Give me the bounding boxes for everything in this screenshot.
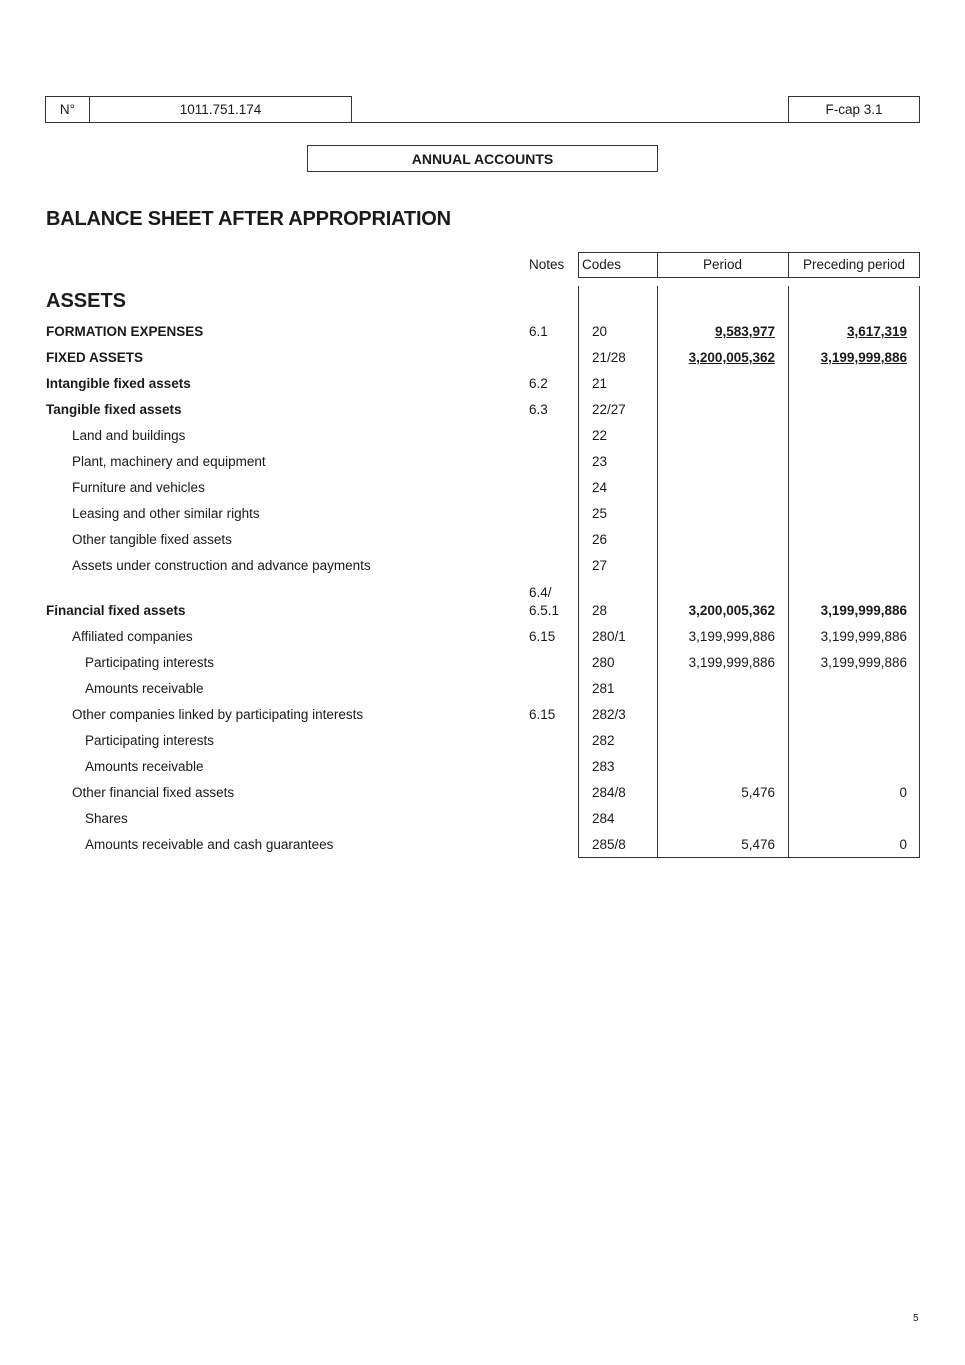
row-code: 21 [592,376,608,391]
row-preceding-value: 0 [899,837,907,852]
table-row [0,319,965,345]
row-code: 23 [592,454,608,469]
row-label: FORMATION EXPENSES [46,324,204,339]
row-label: Affiliated companies [72,629,193,644]
company-number-box [89,96,352,123]
table-row [0,780,965,806]
table-row [0,702,965,728]
row-period-value: 3,199,999,886 [688,629,775,644]
row-label: Participating interests [85,655,215,670]
row-label: Tangible fixed assets [46,402,182,417]
row-code: 24 [592,480,608,495]
row-period-value: 9,583,977 [714,324,775,339]
company-number: 1011.751.174 [179,102,262,117]
preceding-period-header: Preceding period [788,252,920,278]
row-preceding-value: 3,199,999,886 [820,655,907,670]
table-row [0,475,965,501]
table-row [0,806,965,832]
row-label: Amounts receivable [85,681,204,696]
form-code-box [788,96,920,123]
form-code: F-cap 3.1 [825,102,883,117]
row-label: Amounts receivable [85,759,204,774]
table-row [0,501,965,527]
row-period-value: 5,476 [741,785,775,800]
row-code: 281 [592,681,615,696]
row-code: 280/1 [592,629,626,644]
table-row [0,371,965,397]
row-preceding-value: 3,199,999,886 [820,629,907,644]
table-row [0,527,965,553]
row-preceding-value: 3,199,999,886 [820,603,907,618]
row-note: 6.1 [529,324,548,339]
row-code: 22/27 [592,402,626,417]
table-row [0,728,965,754]
page-title: BALANCE SHEET AFTER APPROPRIATION [46,208,451,230]
page-number: 5 [913,1313,919,1324]
row-preceding-value: 0 [899,785,907,800]
row-code: 280 [592,655,615,670]
row-code: 25 [592,506,608,521]
row-label: Financial fixed assets [46,603,186,618]
row-period-value: 5,476 [741,837,775,852]
row-code: 20 [592,324,608,339]
row-period-value: 3,199,999,886 [688,655,775,670]
row-label: Furniture and vehicles [72,480,205,495]
row-note-line1: 6.4/ [529,585,552,600]
codes-header: Codes [578,252,658,278]
table-row [0,449,965,475]
row-label: Assets under construction and advance payments [72,558,371,573]
table-row [0,676,965,702]
row-label: FIXED ASSETS [46,350,144,365]
row-label: Other tangible fixed assets [72,532,232,547]
row-code: 283 [592,759,615,774]
row-label: Other financial fixed assets [72,785,235,800]
row-code: 285/8 [592,837,626,852]
row-label: Other companies linked by participating interests [72,707,364,722]
table-row [0,423,965,449]
section-title: ANNUAL ACCOUNTS [411,150,554,167]
row-code: 28 [592,603,608,618]
number-label-box [45,96,90,123]
notes-header: Notes [529,257,565,272]
row-preceding-value: 3,617,319 [846,324,907,339]
row-note: 6.2 [529,376,548,391]
row-code: 284 [592,811,615,826]
assets-heading: ASSETS [46,290,127,312]
row-label: Land and buildings [72,428,186,443]
header-divider [351,122,789,123]
row-preceding-value: 3,199,999,886 [820,350,907,365]
row-label: Intangible fixed assets [46,376,191,391]
row-code: 21/28 [592,350,626,365]
row-period-value: 3,200,005,362 [688,603,775,618]
row-code: 27 [592,558,608,573]
row-note: 6.15 [529,707,556,722]
row-label: Plant, machinery and equipment [72,454,266,469]
column-headers [0,252,965,278]
table-row [0,832,965,858]
row-note: 6.15 [529,629,556,644]
table-row [0,650,965,676]
row-code: 282 [592,733,615,748]
row-code: 26 [592,532,608,547]
period-header: Period [657,252,789,278]
section-box [307,145,658,172]
row-code: 284/8 [592,785,626,800]
table-row [0,624,965,650]
table-row [0,345,965,371]
row-label: Shares [85,811,128,826]
row-label: Amounts receivable and cash guarantees [85,837,334,852]
table-row [0,397,965,423]
table-row [0,754,965,780]
row-code: 282/3 [592,707,626,722]
table-row [0,553,965,579]
table-row [0,598,965,624]
row-code: 22 [592,428,608,443]
row-period-value: 3,200,005,362 [688,350,775,365]
row-note: 6.3 [529,402,548,417]
number-label: N° [59,102,76,117]
row-note: 6.5.1 [529,603,560,618]
row-label: Leasing and other similar rights [72,506,260,521]
row-label: Participating interests [85,733,215,748]
